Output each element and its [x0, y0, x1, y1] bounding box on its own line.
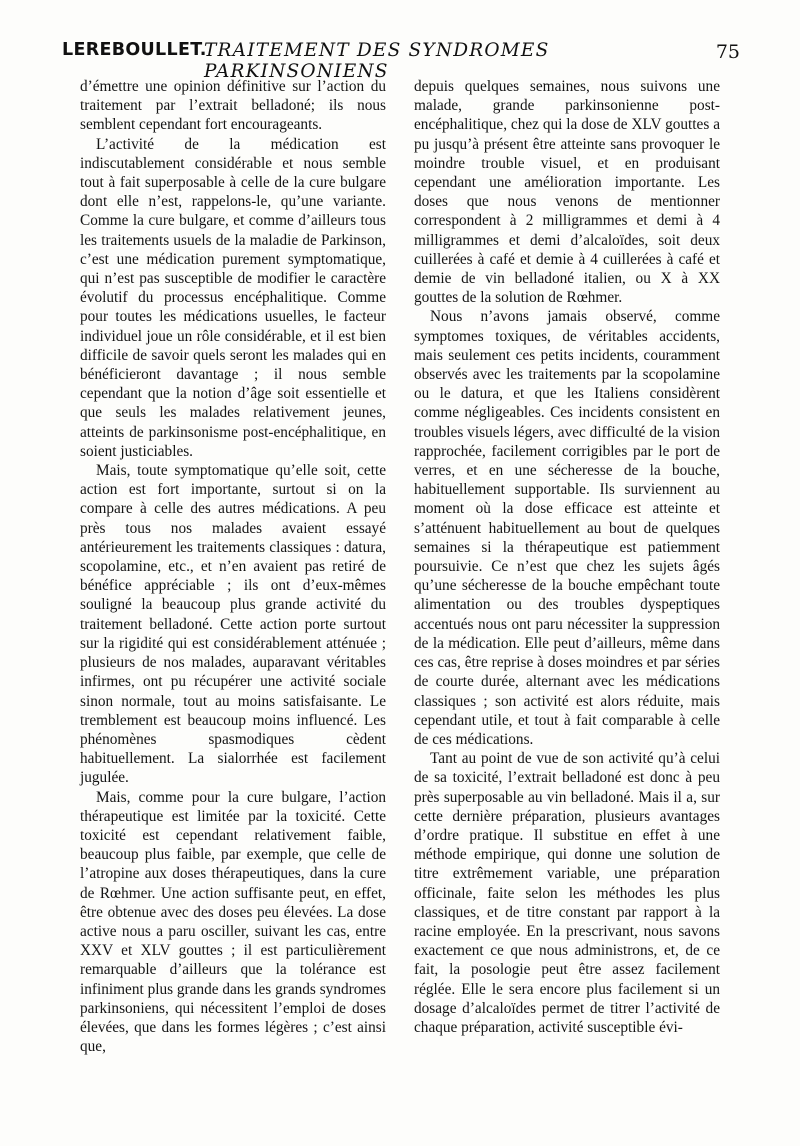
left-text-column — [80, 77, 386, 1056]
header-author: LEREBOULLET. — [62, 40, 207, 60]
paragraph: depuis quelques semaines, nous suivons une malade, grande parkinsonienne post-encéphalitique, chez qui la dose de XLV gouttes a pu jusqu’à présent être atteinte sans provoquer le moindre trouble visuel, et en produisant cependant une amélioration importante. Les doses que nous venons de mentionner correspondent à 2 milligrammes et demi à 4 milligrammes et demi d’alcaloïdes, soit deux cuillerées à café et demie à 4 cuillerées à café et demie de vin belladoné italien, ou X à XX gouttes de la solution de Rœhmer. — [414, 78, 720, 307]
paragraph: d’émettre une opinion définitive sur l’action du traitement par l’extrait belladoné; ils nous semblent cependant fort encourageants. — [80, 78, 386, 134]
right-text-column — [414, 77, 720, 1037]
paragraph: Tant au point de vue de son activité qu’à celui de sa toxicité, l’extrait belladoné est donc à peu près superposable au vin belladoné. Mais il a, sur cette dernière préparation, plusieurs avantages d’ordre pratique. Il substitue en effet à une méthode empirique, qui donne une solution de titre extrêmement variable, une préparation officinale, faite selon les méthodes les plus classiques, et de titre constant par rapport à la racine employée. En la prescrivant, nous savons exactement ce que nous administrons, et, de ce fait, la posologie peut être assez facilement réglée. Elle le sera encore plus facilement si un dosage d’alcaloïdes permet de titrer l’activité de chaque préparation, activité susceptible évi- — [414, 750, 720, 1036]
header-title: TRAITEMENT DES SYNDROMES PARKINSONIENS — [204, 40, 550, 82]
paragraph: Mais, toute symptomatique qu’elle soit, cette action est fort importante, surtout si on la compare à celle des autres médications. A peu près tous nos malades avaient essayé antérieurement les traitements classiques : datura, scopolamine, etc., et n’en avaient pas retiré de bénéfice appréciable ; ils ont d’eux-mêmes souligné la beaucoup plus grande activité du traitement belladoné. Cette action porte surtout sur la rigidité qui est considérablement atténuée ; plusieurs de nos malades, auparavant véritables infirmes, ont pu récupérer une activité sociale sinon normale, tout au moins satisfaisante. Le tremblement est beaucoup moins influencé. Les phénomènes spasmodiques cèdent habituellement. La sialorrhée est facilement jugulée. — [80, 462, 386, 787]
running-header — [62, 40, 740, 82]
paragraph: Mais, comme pour la cure bulgare, l’action thérapeutique est limitée par la toxicité. Cette toxicité est cependant relativement faible, beaucoup plus faible, par exemple, que celle de l’atropine aux doses thérapeutiques, dans la cure de Rœhmer. Une action suffisante peut, en effet, être obtenue avec des doses peu élevées. La dose active nous a paru osciller, suivant les cas, entre XXV et XLV gouttes ; il est particulièrement remarquable d’ailleurs que la tolérance est infiniment plus grande dans les grands syndromes parkinsoniens, qui nécessitent l’emploi de doses élevées, que dans les formes légères ; c’est ainsi que, — [80, 788, 386, 1056]
paragraph: L’activité de la médication est indiscutablement considérable et nous semble tout à fait superposable à celle de la cure bulgare dont elle n’est, rappelons-le, qu’une variante. Comme la cure bulgare, et comme d’ailleurs tous les traitements usuels de la maladie de Parkinson, c’est une médication purement symptomatique, qui n’est pas susceptible de modifier le caractère évolutif du processus encéphalitique. Comme pour toutes les médications usuelles, le facteur individuel joue un rôle considérable, et il est bien difficile de savoir quels seront les malades qui en bénéficieront davantage ; il nous semble cependant que la notion d’âge soit essentielle et que seuls les malades relativement jeunes, atteints de parkinsonisme post-encéphalitique, en soient justiciables. — [80, 135, 386, 460]
page-number: 75 — [715, 41, 740, 63]
paragraph: Nous n’avons jamais observé, comme symptomes toxiques, de véritables accidents, mais seulement ces petits incidents, couramment observés avec les traitements par la scopolamine ou le datura, et que les Italiens considèrent comme négligeables. Ces incidents consistent en troubles visuels légers, avec difficulté de la vision rapprochée, facilement corrigibles par le port de verres, et en une sécheresse de la bouche, habituellement supportable. Ils surviennent au moment où la dose efficace est atteinte et s’atténuent habituellement au bout de quelques semaines si la thérapeutique est patiemment poursuivie. Ce n’est que chez les sujets âgés qu’une sécheresse de la bouche empêchant toute alimentation ou des troubles dyspeptiques accentués nous ont paru nécessiter la suppression de la médication. Elle peut d’ailleurs, même dans ces cas, être reprise à doses moindres et par séries de courte durée, alternant avec les médications classiques ; son activité est alors réduite, mais cependant utile, et tout à fait comparable à celle de ces médications. — [414, 308, 720, 748]
